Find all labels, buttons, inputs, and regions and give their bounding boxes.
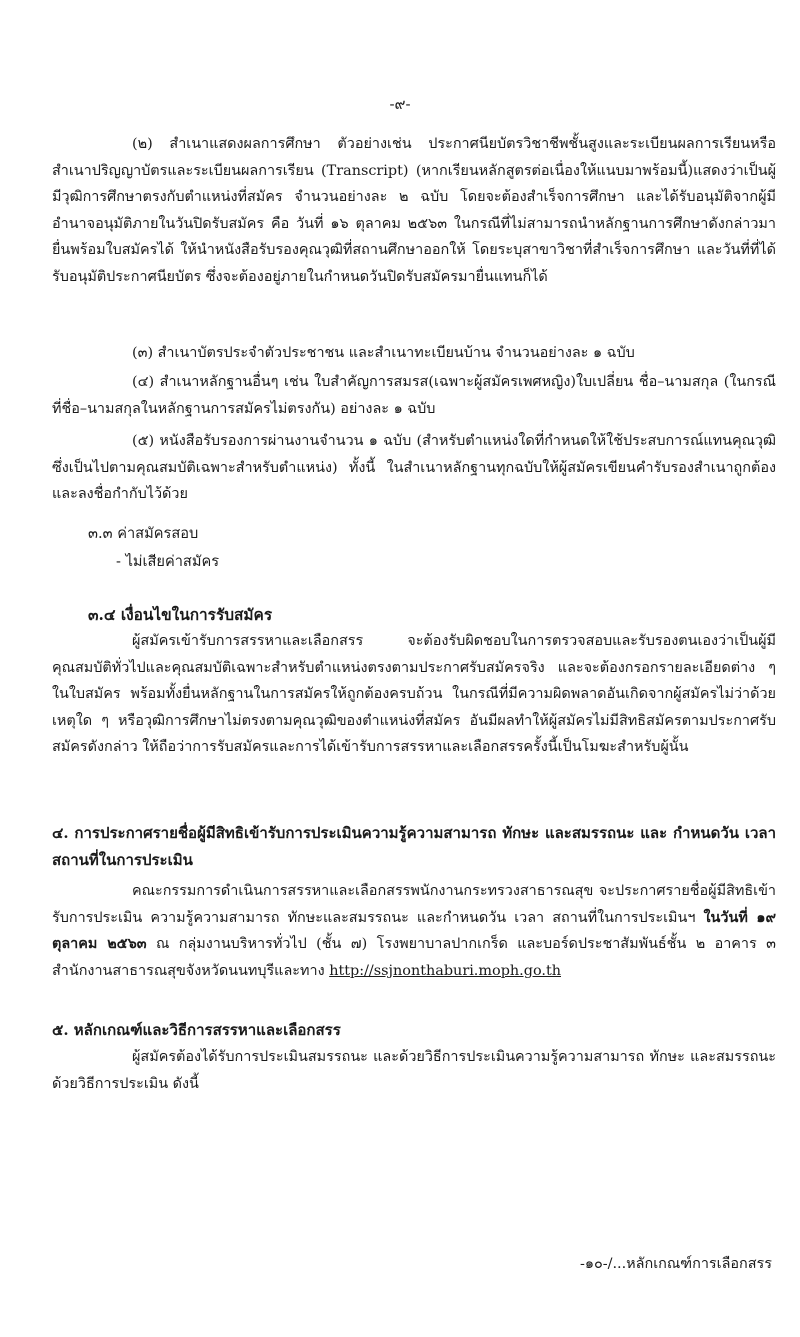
section-4-body xyxy=(52,878,776,984)
section-4-heading: ๔. การประกาศรายชื่อผู้มีสิทธิเข้ารับการประเมินความรู้ความสามารถ ทักษะ และสมรรถนะ และ กำหนดวัน เวลา สถานที่ในการประเมิน xyxy=(52,824,776,869)
announcement-date: ในวันที่ ๑๙ ตุลาคม ๒๕๖๓ xyxy=(52,908,777,953)
section-4-location-text: ณ กลุ่มงานบริหารทั่วไป (ชั้น ๗) โรงพยาบาลปากเกร็ด และบอร์ดประชาสัมพันธ์ชั้น ๒ อาคาร ๓ สำนักงานสาธารณสุขจังหวัดนนทบุรีและทาง xyxy=(52,936,776,979)
section-3-4-heading: ๓.๔ เงื่อนไขในการรับสมัคร xyxy=(88,606,273,624)
continuation-footer: -๑๐-/...หลักเกณฑ์การเลือกสรร xyxy=(579,1256,772,1272)
section-3-3-heading: ๓.๓ ค่าสมัครสอบ xyxy=(88,525,199,542)
item-5-work-certificate: (๕) หนังสือรับรองการผ่านงานจำนวน ๑ ฉบับ (สำหรับตำแหน่งใดที่กำหนดให้ใช้ประสบการณ์แทนคุณวุฒิ ซึ่งเป็นไปตามคุณสมบัติเฉพาะสำหรับตำแหน่ง) ทั้งนี้ ในสำเนาหลักฐานทุกฉบับให้ผู้สมัครเขียนคำรับรองสำเนาถูกต้องและลงชื่อกำกับไว้ด้วย xyxy=(52,433,776,503)
item-4-other-evidence: (๔) สำเนาหลักฐานอื่นๆ เช่น ใบสำคัญการสมรส(เฉพาะผู้สมัครเพศหญิง)ใบเปลี่ยน ชื่อ–นามสกุล (ในกรณีที่ชื่อ–นามสกุลในหลักฐานการสมัครไม่ตรงกัน) อย่างละ ๑ ฉบับ xyxy=(52,374,776,417)
page-number: -๙- xyxy=(389,95,411,113)
section-5-heading: ๕. หลักเกณฑ์และวิธีการสรรหาและเลือกสรร xyxy=(52,1021,341,1039)
item-2-transcript: (๒) สำเนาแสดงผลการศึกษา ตัวอย่างเช่น ประกาศนียบัตรวิชาชีพชั้นสูงและระเบียนผลการเรียนหรือสำเนาปริญญาบัตรและระเบียนผลการเรียน (Transcript) (หากเรียนหลักสูตรต่อเนื่องให้แนบมาพร้อมนี้)แสดงว่าเป็นผู้มีวุฒิการศึกษาตรงกับตำแหน่งที่สมัคร จำนวนอย่างละ ๒ ฉบับ โดยจะต้องสำเร็จการศึกษา และได้รับอนุมัติจากผู้มีอำนาจอนุมัติภายในวันปิดรับสมัคร คือ วันที่ ๑๖ ตุลาคม ๒๕๖๓ ในกรณีที่ไม่สามารถนำหลักฐานการศึกษาดังกล่าวมายื่นพร้อมใบสมัครได้ ให้นำหนังสือรับรองคุณวุฒิที่สถานศึกษาออกให้ โดยระบุสาขาวิชาที่สำเร็จการศึกษา และวันที่ที่ได้รับอนุมัติประกาศนียบัตร ซึ่งจะต้องอยู่ภายในกำหนดวันปิดรับสมัครมายื่นแทนก็ได้ xyxy=(52,136,776,285)
section-3-4-body: ผู้สมัครเข้ารับการสรรหาและเลือกสรร จะต้องรับผิดชอบในการตรวจสอบและรับรองตนเองว่าเป็นผู้มีคุณสมบัติทั่วไปและคุณสมบัติเฉพาะสำหรับตำแหน่งตรงตามประกาศรับสมัครจริง และจะต้องกรอกรายละเอียดต่าง ๆ ในใบสมัคร พร้อมทั้งยื่นหลักฐานในการสมัครให้ถูกต้องครบถ้วน ในกรณีที่มีความผิดพลาดอันเกิดจากผู้สมัครไม่ว่าด้วยเหตุใด ๆ หรือวุฒิการศึกษาไม่ตรงตามคุณวุฒิของตำแหน่งที่สมัคร อันมีผลทำให้ผู้สมัครไม่มีสิทธิสมัครตามประกาศรับสมัครดังกล่าว ให้ถือว่าการรับสมัครและการได้เข้ารับการสรรหาและเลือกสรรครั้งนี้เป็นโมฆะสำหรับผู้นั้น xyxy=(52,633,776,756)
item-3-id-card: (๓) สำเนาบัตรประจำตัวประชาชน และสำเนาทะเบียนบ้าน จำนวนอย่างละ ๑ ฉบับ xyxy=(132,345,635,361)
section-5-body: ผู้สมัครต้องได้รับการประเมินสมรรถนะ และด้วยวิธีการประเมินความรู้ความสามารถ ทักษะ และสมรรถนะ ด้วยวิธีการประเมิน ดังนี้ xyxy=(52,1049,776,1092)
section-3-3-item: - ไม่เสียค่าสมัคร xyxy=(116,553,220,570)
section-4-body-text: คณะกรรมการดำเนินการสรรหาและเลือกสรรพนักงานกระทรวงสาธารณสุข จะประกาศรายชื่อผู้มีสิทธิเข้ารับการประเมิน ความรู้ความสามารถ ทักษะและสมรรถนะ และกำหนดวัน เวลา สถานที่ในการประเมินฯ xyxy=(52,883,776,926)
website-link[interactable]: http://ssjnonthaburi.moph.go.th xyxy=(329,962,561,979)
